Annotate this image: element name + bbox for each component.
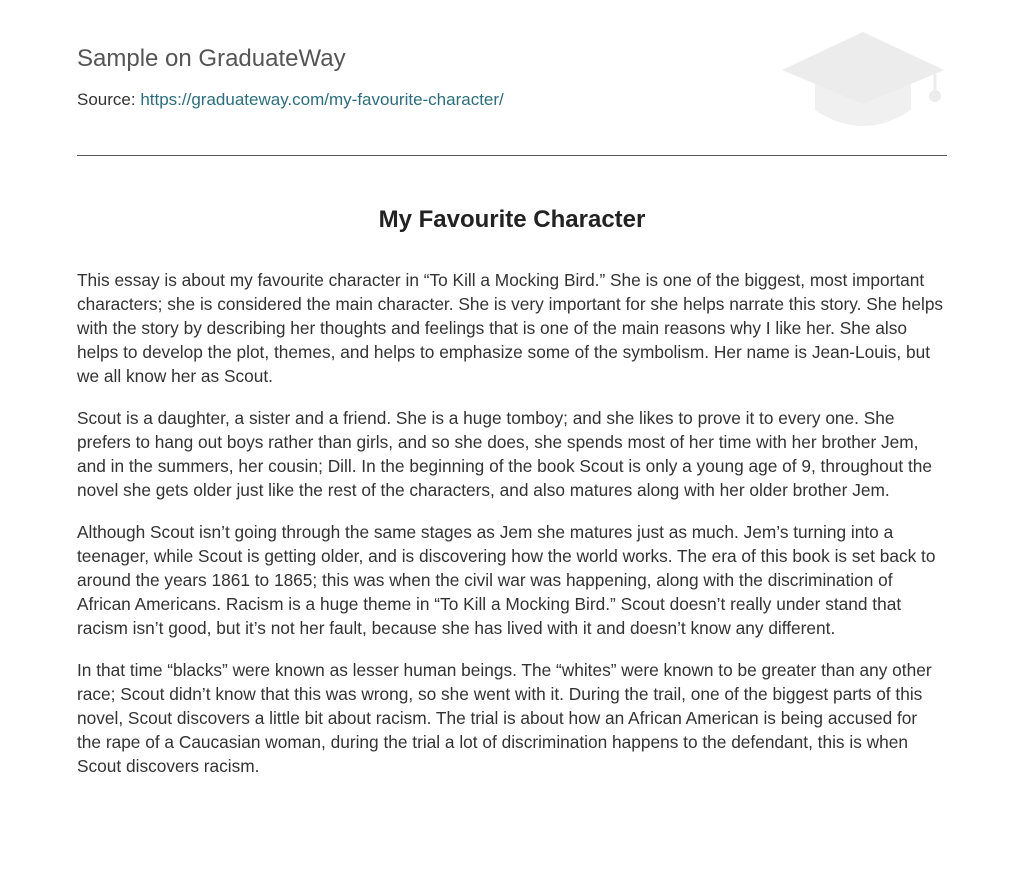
- article-paragraph: Scout is a daughter, a sister and a friend. She is a huge tomboy; and she likes to prove it to every one. She prefers to hang out boys rather than girls, and so she does, she spends most of her time with her brother Jem, and in the summers, her cousin; Dill. In the beginning of the book Scout is only a young age of 9, throughout the novel she gets older just like the rest of the characters, and also matures along with her older brother Jem.: [77, 408, 932, 500]
- article-paragraph: Although Scout isn’t going through the same stages as Jem she matures just as much. Jem’s turning into a teenager, while Scout is getting older, and is discovering how the world works. The era of this book is set back to around the years 1861 to 1865; this was when the civil war was happening, along with the discrimination of African Americans. Racism is a huge theme in “To Kill a Mocking Bird.” Scout doesn’t really under stand that racism isn’t good, but it’s not her fault, because she has lived with it and doesn’t know any different.: [77, 522, 936, 638]
- article-body: [77, 268, 945, 796]
- page-header: [77, 0, 947, 156]
- source-line: [77, 89, 504, 111]
- source-label: Source:: [77, 90, 136, 109]
- article-title: My Favourite Character: [378, 206, 646, 233]
- source-link[interactable]: https://graduateway.com/my-favourite-character/: [140, 90, 504, 109]
- site-title: Sample on GraduateWay: [77, 45, 346, 72]
- graduation-cap-icon: [780, 30, 946, 134]
- article-paragraph: This essay is about my favourite character in “To Kill a Mocking Bird.” She is one of the biggest, most important characters; she is considered the main character. She is very important for she helps narrate this story. She helps with the story by describing her thoughts and feelings that is one of the main reasons why I like her. She also helps to develop the plot, themes, and helps to emphasize some of the symbolism. Her name is Jean-Louis, but we all know her as Scout.: [77, 270, 944, 386]
- header-divider: [77, 155, 947, 156]
- article-paragraph: In that time “blacks” were known as lesser human beings. The “whites” were known to be greater than any other race; Scout didn’t know that this was wrong, so she went with it. During the trail, one of the biggest parts of this novel, Scout discovers a little bit about racism. The trial is about how an African American is being accused for the rape of a Caucasian woman, during the trial a lot of discrimination happens to the defendant, this is when Scout discovers racism.: [77, 660, 932, 776]
